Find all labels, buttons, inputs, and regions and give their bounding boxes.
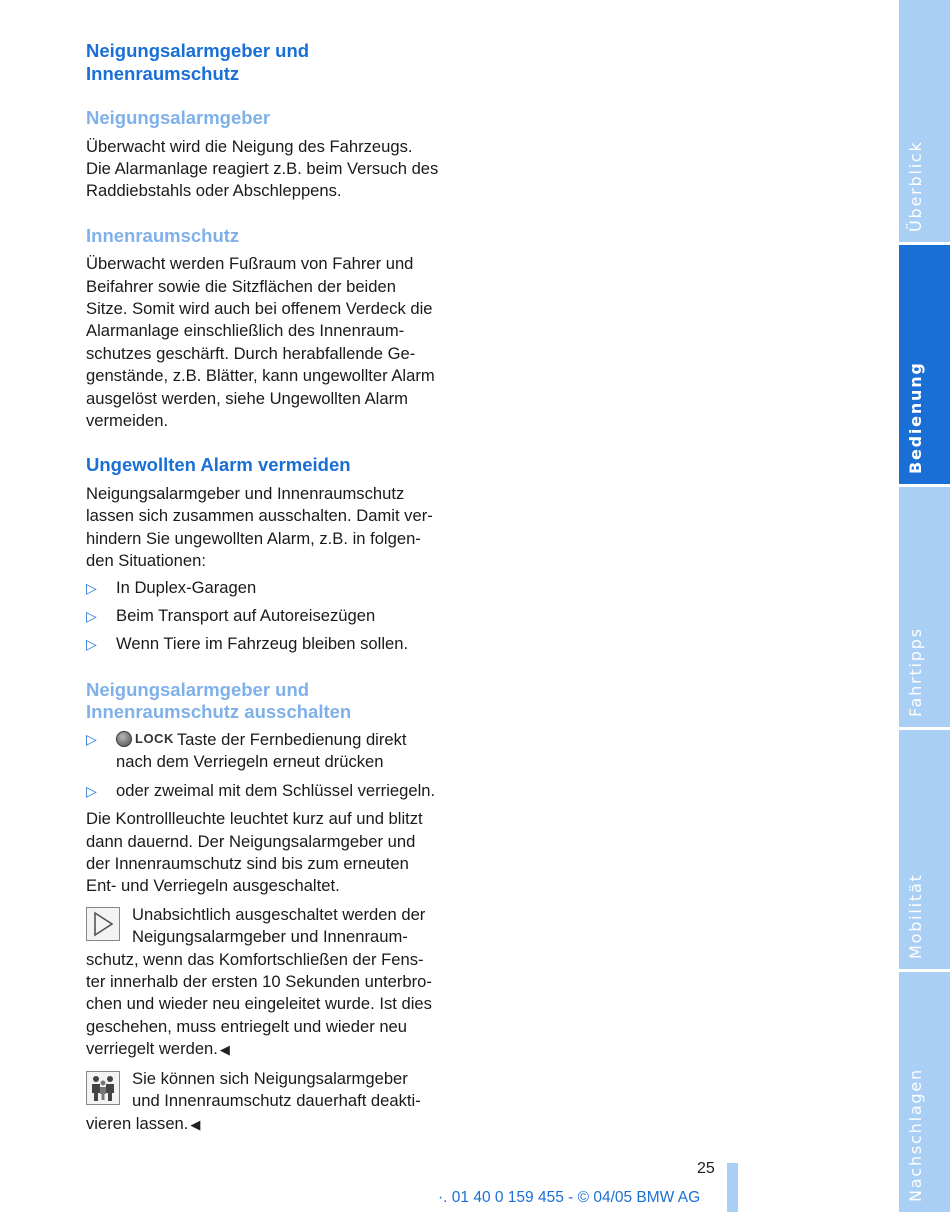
paragraph-avoid-false-alarm: Neigungsalarmgeber und Innenraumschutz lassen sich zusammen ausschalten. Damit ver- hindern Sie ungewollten Alarm, z.B. in folgen- den Situationen: [86,483,433,571]
chapter-sidebar [899,0,950,1212]
paragraph-tilt-sensor: Überwacht wird die Neigung des Fahrzeugs. Die Alarmanlage reagiert z.B. beim Versuch des Raddiebstahls oder Abschleppens. [86,136,439,201]
footer-bar [727,1163,738,1212]
heading-avoid-false-alarm: Ungewollten Alarm vermeiden [86,454,351,476]
list-item: ▷ LOCK Taste der Fernbedienung direkt nach dem Verriegeln erneut drücken [86,728,461,774]
tab-ueberblick[interactable] [899,0,950,242]
footer-copyright: ·. 01 40 0 159 455 - © 04/05 BMW AG [438,1189,701,1206]
tab-label: Mobilität [905,873,925,959]
tab-fahrtipps[interactable] [899,487,950,727]
list-item: ▷ oder zweimal mit dem Schlüssel verriegeln. [86,780,461,802]
tab-nachschlagen[interactable] [899,972,950,1212]
heading-switch-off: Neigungsalarmgeber und Innenraumschutz ausschalten [86,678,352,723]
list-item: ▷ In Duplex-Garagen [86,577,461,599]
main-title: Neigungsalarmgeber und Innenraumschutz [86,40,310,84]
service-people-icon [86,1071,120,1105]
list-item: ▷ Wenn Tiere im Fahrzeug bleiben sollen. [86,633,461,655]
paragraph-control-light: Die Kontrollleuchte leuchtet kurz auf und blitzt dann dauernd. Der Neigungsalarmgeber und der Innenraumschutz sind bis zum erneuten Ent- und Verriegeln ausgeschaltet. [86,809,423,896]
play-triangle-icon [86,907,120,941]
tab-mobilitaet[interactable] [899,730,950,969]
tab-bedienung[interactable] [899,245,950,484]
note-service: Sie können sich Neigungsalarmgeber und Innenraumschutz dauerhaft deakti- vieren lassen. ◀ [86,1068,421,1133]
heading-tilt-sensor: Neigungsalarmgeber [86,107,271,128]
end-mark-icon: ◀ [190,1116,201,1132]
lock-button-icon: LOCK [116,728,174,750]
bullet-triangle-icon: ▷ [86,730,97,747]
bullet-triangle-icon: ▷ [86,608,97,624]
switch-off-list [86,728,461,802]
tab-label: Bedienung [905,361,925,474]
list-item: ▷ Beim Transport auf Autoreisezügen [86,605,461,627]
bullet-triangle-icon: ▷ [86,579,97,596]
situation-list [86,577,461,656]
heading-interior-protection: Innenraumschutz [86,224,240,246]
bullet-triangle-icon: ▷ [86,782,97,799]
note-info: Unabsichtlich ausgeschaltet werden der Neigungsalarmgeber und Innenraum- schutz, wenn das Komfortschließen der Fens- ter innerhalb der ersten 10 Sekunden unterbro- chen und wieder neu eingeleitet wurde. Ist dies geschehen, muss entriegelt und wieder neu verriegelt werden. ◀ [86,904,432,1059]
page-number: 25 [697,1160,715,1177]
end-mark-icon: ◀ [219,1042,230,1058]
tab-label: Nachschlagen [905,1068,925,1202]
tab-label: Überblick [905,140,925,232]
paragraph-interior-protection: Überwacht werden Fußraum von Fahrer und Beifahrer sowie die Sitzflächen der beiden Sitze. Somit wird auch bei offenem Verdeck die Alarmanlage einschließlich des Innenraum- schutzes geschärft. Durch herabfallende Ge- genstände, z.B. Blätter, kann ungewollter Alarm ausgelöst werden, siehe Ungewollten Alarm vermeiden. [86,254,435,431]
page-content [86,40,461,1136]
bullet-triangle-icon: ▷ [86,636,97,653]
tab-label: Fahrtipps [905,627,925,717]
